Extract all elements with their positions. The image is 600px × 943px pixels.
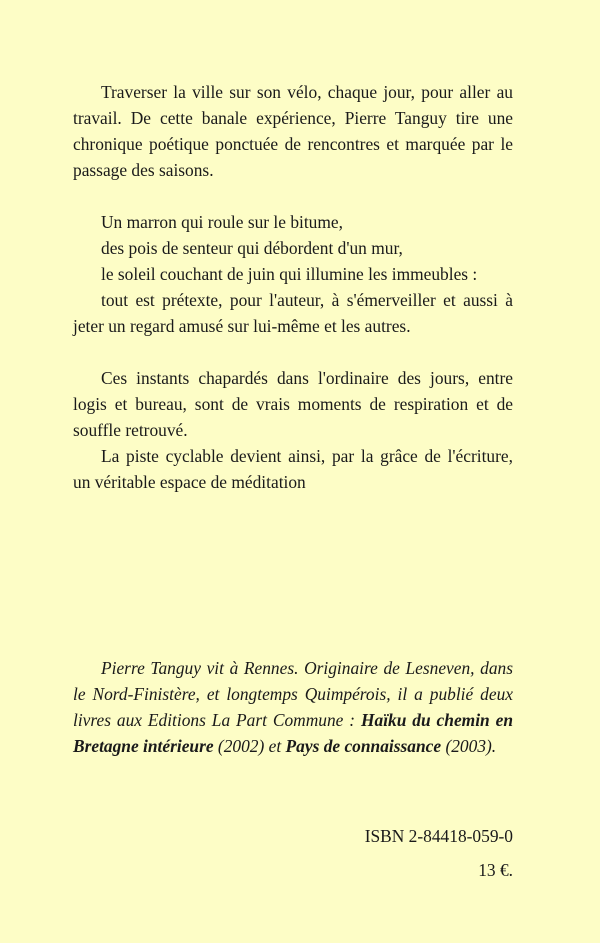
list-line-1: Un marron qui roule sur le bitume, (101, 212, 343, 232)
intro-paragraph: Traverser la ville sur son vélo, chaque jour, pour aller au travail. De cette banale expérience, Pierre Tanguy tire une chronique poétique ponctuée de rencontres et marquée par le passage des saisons. (73, 82, 513, 180)
bio-text-1: Pierre Tanguy vit à Rennes. Originaire de Lesneven, dans le Nord-Finistère, et longtemps Quimpérois, il a publié deux livres aux Editions La Part Commune : (73, 658, 513, 730)
list-line-3: le soleil couchant de juin qui illumine les immeubles : (101, 264, 478, 284)
closing-paragraph-1: Ces instants chapardés dans l'ordinaire des jours, entre logis et bureau, sont de vrais moments de respiration et de souffle retrouvé. (73, 368, 513, 440)
back-cover-text (73, 79, 513, 521)
price-label: 13 €. (478, 860, 513, 880)
bio-title-1: Haïku du chemin en Bretagne intérieure (73, 710, 513, 756)
isbn-number: ISBN 2-84418-059-0 (364, 826, 513, 846)
bio-text-3: (2003). (441, 736, 497, 756)
bio-title-2: Pays de connaissance (285, 736, 442, 756)
list-line-2: des pois de senteur qui débordent d'un mur, (101, 238, 403, 258)
author-bio (73, 655, 513, 759)
list-block (73, 209, 513, 339)
closing-paragraph-2: La piste cyclable devient ainsi, par la grâce de l'écriture, un véritable espace de méditation (73, 446, 513, 492)
bio-text-2: (2002) et (213, 736, 286, 756)
list-line-4: tout est prétexte, pour l'auteur, à s'émerveiller et aussi à jeter un regard amusé sur lui-même et les autres. (73, 290, 513, 336)
closing-block (73, 365, 513, 495)
intro-block (73, 79, 513, 183)
